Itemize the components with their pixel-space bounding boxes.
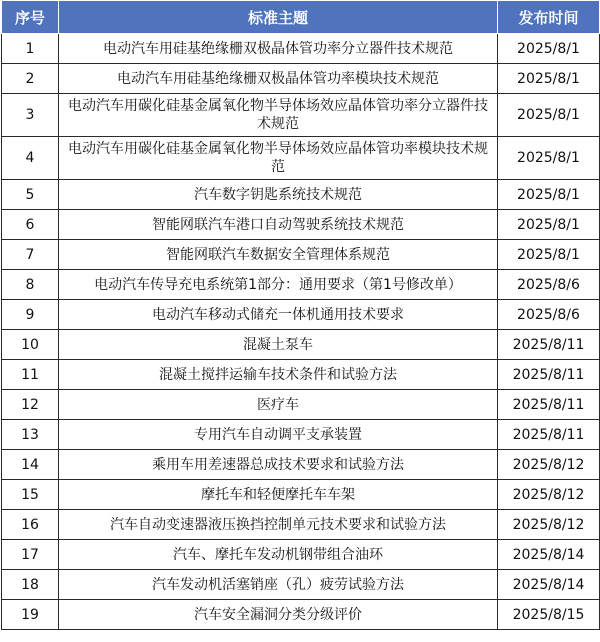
header-number: 序号 (2, 1, 59, 34)
row-title: 混凝土搅拌运输车技术条件和试验方法 (59, 360, 498, 390)
row-title: 电动汽车传导充电系统第1部分：通用要求（第1号修改单） (59, 270, 498, 300)
table-row (2, 420, 600, 450)
row-date: 2025/8/1 (498, 240, 600, 270)
row-number: 16 (2, 510, 59, 540)
row-title: 汽车发动机活塞销座（孔）疲劳试验方法 (59, 570, 498, 600)
table-row (2, 450, 600, 480)
row-date: 2025/8/14 (498, 540, 600, 570)
row-title: 汽车、摩托车发动机钢带组合油环 (59, 540, 498, 570)
row-date: 2025/8/11 (498, 390, 600, 420)
row-title: 电动汽车用碳化硅基金属氧化物半导体场效应晶体管功率模块技术规范 (59, 137, 498, 180)
row-title: 电动汽车用碳化硅基金属氧化物半导体场效应晶体管功率分立器件技术规范 (59, 94, 498, 137)
table-row (2, 137, 600, 180)
row-title: 专用汽车自动调平支承装置 (59, 420, 498, 450)
table-row (2, 570, 600, 600)
row-number: 19 (2, 600, 59, 630)
table-body (2, 34, 600, 630)
row-number: 1 (2, 34, 59, 64)
row-number: 4 (2, 137, 59, 180)
row-number: 7 (2, 240, 59, 270)
row-title: 汽车数字钥匙系统技术规范 (59, 180, 498, 210)
row-date: 2025/8/6 (498, 300, 600, 330)
row-number: 13 (2, 420, 59, 450)
row-number: 15 (2, 480, 59, 510)
row-title: 智能网联汽车数据安全管理体系规范 (59, 240, 498, 270)
row-title: 智能网联汽车港口自动驾驶系统技术规范 (59, 210, 498, 240)
row-number: 11 (2, 360, 59, 390)
table-row (2, 240, 600, 270)
row-date: 2025/8/14 (498, 570, 600, 600)
table-row (2, 180, 600, 210)
header-date: 发布时间 (498, 1, 600, 34)
row-number: 18 (2, 570, 59, 600)
header-row (2, 1, 600, 34)
row-number: 14 (2, 450, 59, 480)
row-date: 2025/8/1 (498, 137, 600, 180)
row-number: 8 (2, 270, 59, 300)
table-row (2, 34, 600, 64)
row-date: 2025/8/1 (498, 64, 600, 94)
row-date: 2025/8/1 (498, 94, 600, 137)
row-date: 2025/8/12 (498, 480, 600, 510)
row-date: 2025/8/12 (498, 510, 600, 540)
row-number: 6 (2, 210, 59, 240)
row-date: 2025/8/1 (498, 180, 600, 210)
row-number: 9 (2, 300, 59, 330)
row-number: 10 (2, 330, 59, 360)
row-date: 2025/8/15 (498, 600, 600, 630)
table-row (2, 600, 600, 630)
row-title: 电动汽车用硅基绝缘栅双极晶体管功率分立器件技术规范 (59, 34, 498, 64)
row-date: 2025/8/11 (498, 420, 600, 450)
row-date: 2025/8/6 (498, 270, 600, 300)
row-date: 2025/8/12 (498, 450, 600, 480)
row-title: 汽车自动变速器液压换挡控制单元技术要求和试验方法 (59, 510, 498, 540)
row-number: 3 (2, 94, 59, 137)
row-number: 5 (2, 180, 59, 210)
row-date: 2025/8/1 (498, 210, 600, 240)
header-title: 标准主题 (59, 1, 498, 34)
row-date: 2025/8/11 (498, 360, 600, 390)
row-title: 摩托车和轻便摩托车车架 (59, 480, 498, 510)
row-number: 17 (2, 540, 59, 570)
table-row (2, 360, 600, 390)
standards-table (1, 0, 600, 630)
row-title: 电动汽车移动式储充一体机通用技术要求 (59, 300, 498, 330)
row-number: 12 (2, 390, 59, 420)
row-title: 乘用车用差速器总成技术要求和试验方法 (59, 450, 498, 480)
row-date: 2025/8/11 (498, 330, 600, 360)
table-row (2, 270, 600, 300)
row-date: 2025/8/1 (498, 34, 600, 64)
table-row (2, 540, 600, 570)
table-row (2, 300, 600, 330)
table-row (2, 480, 600, 510)
table-row (2, 94, 600, 137)
row-title: 汽车安全漏洞分类分级评价 (59, 600, 498, 630)
table-row (2, 510, 600, 540)
table-row (2, 64, 600, 94)
row-title: 医疗车 (59, 390, 498, 420)
row-number: 2 (2, 64, 59, 94)
table-row (2, 210, 600, 240)
table-row (2, 330, 600, 360)
row-title: 电动汽车用硅基绝缘栅双极晶体管功率模块技术规范 (59, 64, 498, 94)
table-header (2, 1, 600, 34)
table-row (2, 390, 600, 420)
row-title: 混凝土泵车 (59, 330, 498, 360)
